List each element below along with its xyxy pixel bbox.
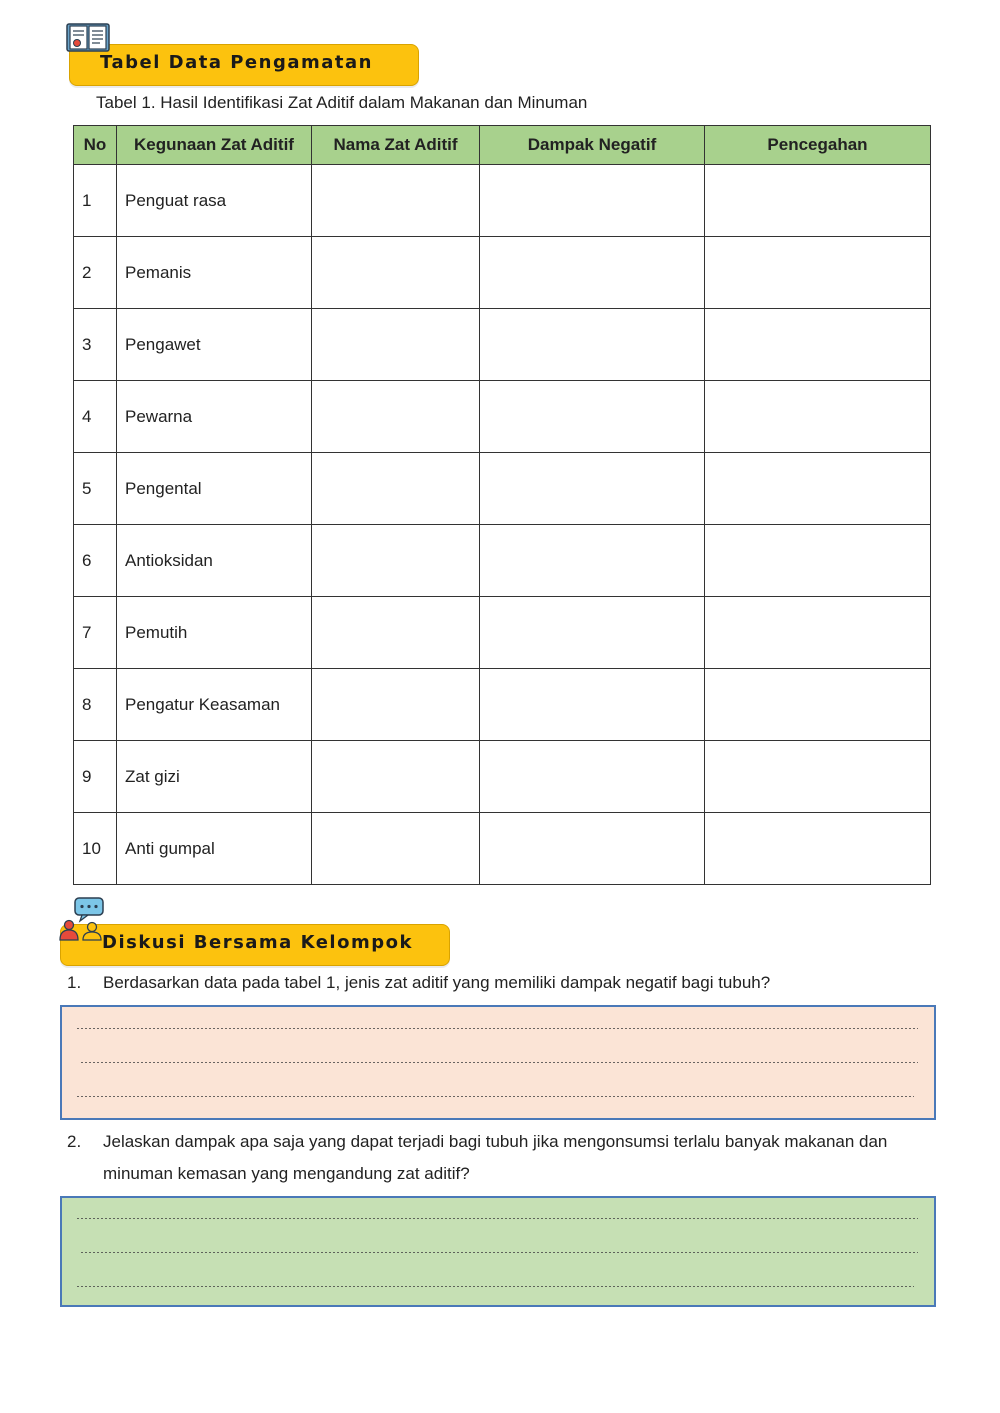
section-title-observation: Tabel Data Pengamatan [100, 52, 373, 73]
header-pencegahan: Pencegahan [705, 126, 931, 165]
cell-pencegahan-input[interactable] [705, 741, 931, 813]
answer-line [76, 1218, 918, 1219]
discussion-icon [58, 896, 108, 942]
cell-nama-input[interactable] [312, 741, 480, 813]
cell-nama-input[interactable] [312, 525, 480, 597]
answer-box-2[interactable] [60, 1196, 936, 1307]
cell-dampak-input[interactable] [480, 525, 705, 597]
cell-no: 1 [74, 165, 117, 237]
cell-dampak-input[interactable] [480, 237, 705, 309]
header-dampak: Dampak Negatif [480, 126, 705, 165]
answer-line [76, 1096, 914, 1097]
answer-line [80, 1252, 918, 1253]
book-icon [66, 22, 110, 52]
cell-no: 6 [74, 525, 117, 597]
table-header-row [74, 126, 931, 165]
question-number: 2. [67, 1132, 82, 1151]
cell-no: 3 [74, 309, 117, 381]
cell-kegunaan: Pengatur Keasaman [117, 669, 312, 741]
section-title-discussion: Diskusi Bersama Kelompok [102, 932, 413, 953]
cell-nama-input[interactable] [312, 165, 480, 237]
cell-nama-input[interactable] [312, 813, 480, 885]
cell-nama-input[interactable] [312, 237, 480, 309]
cell-kegunaan: Zat gizi [117, 741, 312, 813]
cell-nama-input[interactable] [312, 309, 480, 381]
question-1 [67, 967, 947, 999]
cell-no: 2 [74, 237, 117, 309]
cell-no: 5 [74, 453, 117, 525]
cell-kegunaan: Anti gumpal [117, 813, 312, 885]
table-row [74, 813, 931, 885]
cell-no: 7 [74, 597, 117, 669]
cell-dampak-input[interactable] [480, 741, 705, 813]
answer-line [76, 1028, 918, 1029]
question-text: Berdasarkan data pada tabel 1, jenis zat aditif yang memiliki dampak negatif bagi tubuh? [103, 973, 771, 992]
cell-nama-input[interactable] [312, 381, 480, 453]
cell-no: 10 [74, 813, 117, 885]
cell-dampak-input[interactable] [480, 669, 705, 741]
question-text: Jelaskan dampak apa saja yang dapat terjadi bagi tubuh jika mengonsumsi terlalu banyak makanan dan minuman kemasan yang mengandung zat aditif? [103, 1132, 888, 1183]
answer-line [76, 1286, 914, 1287]
cell-nama-input[interactable] [312, 669, 480, 741]
cell-nama-input[interactable] [312, 597, 480, 669]
cell-dampak-input[interactable] [480, 453, 705, 525]
table-row [74, 741, 931, 813]
cell-dampak-input[interactable] [480, 381, 705, 453]
table-row [74, 237, 931, 309]
table-row [74, 453, 931, 525]
cell-pencegahan-input[interactable] [705, 237, 931, 309]
cell-pencegahan-input[interactable] [705, 453, 931, 525]
table-row [74, 669, 931, 741]
table-caption: Tabel 1. Hasil Identifikasi Zat Aditif dalam Makanan dan Minuman [96, 93, 588, 112]
header-no: No [74, 126, 117, 165]
cell-kegunaan: Pengental [117, 453, 312, 525]
cell-dampak-input[interactable] [480, 309, 705, 381]
cell-dampak-input[interactable] [480, 813, 705, 885]
cell-pencegahan-input[interactable] [705, 597, 931, 669]
cell-no: 8 [74, 669, 117, 741]
cell-pencegahan-input[interactable] [705, 669, 931, 741]
answer-box-1[interactable] [60, 1005, 936, 1120]
table-row [74, 381, 931, 453]
table-row [74, 525, 931, 597]
cell-dampak-input[interactable] [480, 597, 705, 669]
cell-kegunaan: Pewarna [117, 381, 312, 453]
cell-kegunaan: Pemutih [117, 597, 312, 669]
cell-dampak-input[interactable] [480, 165, 705, 237]
cell-pencegahan-input[interactable] [705, 165, 931, 237]
answer-line [80, 1062, 918, 1063]
header-kegunaan: Kegunaan Zat Aditif [117, 126, 312, 165]
observation-table [73, 125, 931, 885]
table-row [74, 597, 931, 669]
cell-nama-input[interactable] [312, 453, 480, 525]
table-row [74, 165, 931, 237]
cell-pencegahan-input[interactable] [705, 813, 931, 885]
cell-no: 4 [74, 381, 117, 453]
cell-kegunaan: Pemanis [117, 237, 312, 309]
cell-pencegahan-input[interactable] [705, 309, 931, 381]
cell-pencegahan-input[interactable] [705, 381, 931, 453]
table-row [74, 309, 931, 381]
cell-kegunaan: Pengawet [117, 309, 312, 381]
cell-kegunaan: Penguat rasa [117, 165, 312, 237]
cell-no: 9 [74, 741, 117, 813]
question-2 [67, 1126, 947, 1190]
question-number: 1. [67, 973, 82, 992]
cell-pencegahan-input[interactable] [705, 525, 931, 597]
cell-kegunaan: Antioksidan [117, 525, 312, 597]
header-nama: Nama Zat Aditif [312, 126, 480, 165]
